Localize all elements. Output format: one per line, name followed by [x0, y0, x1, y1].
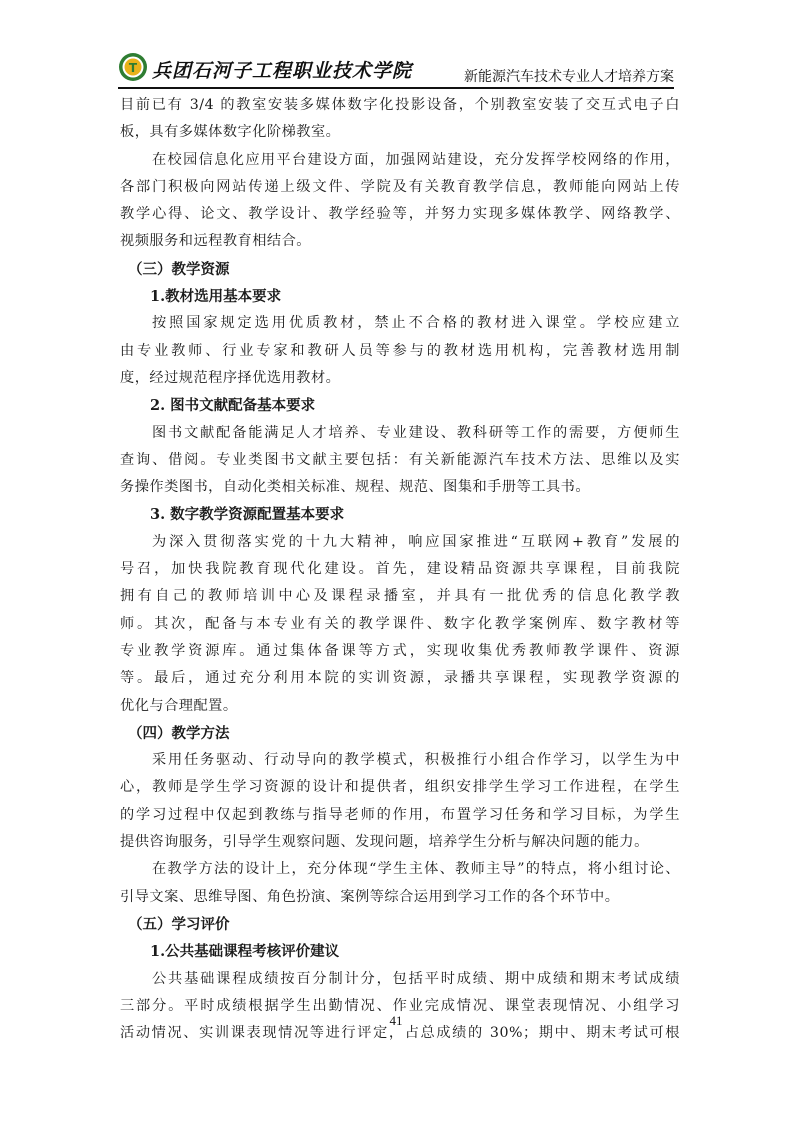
school-logo-icon	[118, 52, 148, 82]
text-line: 公共基础课程成绩按百分制计分，包括平时成绩、期中成绩和期末考试成绩	[152, 970, 680, 987]
text-line: 三部分。平时成绩根据学生出勤情况、作业完成情况、课堂表现情况、小组学习	[120, 997, 680, 1014]
text-line: 采用任务驱动、行动导向的教学模式，积极推行小组合作学习，以学生为中	[152, 752, 680, 769]
page-header	[118, 46, 674, 90]
text-line: 度，经过规范程序择优选用教材。	[120, 369, 341, 386]
paragraph-public-course-evaluation	[120, 966, 680, 1048]
document-title: 新能源汽车技术专业人才培养方案	[464, 69, 674, 85]
page-number: 41	[389, 1013, 403, 1028]
text-line: 板，具有多媒体数字化阶梯教室。	[120, 124, 341, 141]
page-content	[120, 92, 680, 1047]
paragraph-textbook-selection	[120, 310, 680, 392]
text-line: 专业教学资源库。通过集体备课等方式，实现收集优秀教师教学课件、资源	[120, 642, 680, 659]
section-heading-learning-evaluation: （五）学习评价	[128, 915, 230, 933]
text-line: 提供咨询服务，引导学生观察问题、发现问题，培养学生分析与解决问题的能力。	[120, 834, 649, 851]
text-line: 号召，加快我院教育现代化建设。首先，建设精品资源共享课程，目前我院	[120, 561, 680, 578]
text-line: 图书文献配备能满足人才培养、专业建设、教科研等工作的需要，方便师生	[152, 424, 680, 441]
subsection-heading-library-resources: 2. 图书文献配备基本要求	[150, 397, 316, 415]
text-line: 等。最后，通过充分利用本院的实训资源，录播共享课程，实现教学资源的	[120, 670, 680, 687]
text-line: 的学习过程中仅起到教练与指导老师的作用，布置学习任务和学习目标，为学生	[120, 806, 680, 823]
text-line: 在教学方法的设计上，充分体现“学生主体、教师主导”的特点，将小组讨论、	[152, 861, 680, 878]
subsection-heading-textbook-selection: 1.教材选用基本要求	[150, 288, 282, 306]
paragraph-classroom-equipment	[120, 92, 680, 147]
text-line: 优化与合理配置。	[120, 697, 238, 714]
text-line: 目前已有 3/4 的教室安装多媒体数字化投影设备，个别教室安装了交互式电子白	[120, 97, 680, 113]
school-name: 兵团石河子工程职业技术学院	[152, 60, 413, 82]
paragraph-method-design	[120, 856, 680, 911]
text-line: 查询、借阅。专业类图书文献主要包括：有关新能源汽车技术方法、思维以及实	[120, 451, 680, 468]
section-heading-teaching-resources: （三）教学资源	[128, 260, 230, 278]
subsection-heading-public-course-evaluation: 1.公共基础课程考核评价建议	[150, 943, 340, 961]
text-line: 按照国家规定选用优质教材，禁止不合格的教材进入课堂。学校应建立	[152, 315, 680, 332]
paragraph-campus-informatization	[120, 147, 680, 256]
text-line: 为深入贯彻落实党的十九大精神，响应国家推进“互联网+教育”发展的	[152, 533, 680, 550]
text-line: 拥有自己的教师培训中心及课程录播室，并具有一批优秀的信息化教学教	[120, 588, 680, 605]
logo-letter: T	[128, 61, 138, 75]
text-line: 由专业教师、行业专家和教研人员等参与的教材选用机构，完善教材选用制	[120, 342, 680, 359]
paragraph-library-resources	[120, 420, 680, 502]
text-line: 教学心得、论文、教学设计、教学经验等，并努力实现多媒体教学、网络教学、	[120, 206, 680, 223]
text-line: 引导文案、思维导图、角色扮演、案例等综合运用到学习工作的各个环节中。	[120, 888, 620, 905]
text-line: 视频服务和远程教育相结合。	[120, 233, 311, 250]
header-divider	[118, 87, 674, 89]
text-line: 心，教师是学生学习资源的设计和提供者，组织安排学生学习工作进程，在学生	[120, 779, 680, 796]
text-line: 务操作类图书，自动化类相关标准、规程、规范、图集和手册等工具书。	[120, 479, 591, 496]
subsection-heading-digital-resources: 3. 数字教学资源配置基本要求	[150, 506, 345, 524]
text-line: 活动情况、实训课表现情况等进行评定，占总成绩的 30%；期中、期末考试可根	[120, 1025, 680, 1042]
paragraph-digital-resources	[120, 529, 680, 720]
section-heading-teaching-methods: （四）教学方法	[128, 724, 230, 742]
text-line: 在校园信息化应用平台建设方面，加强网站建设，充分发挥学校网络的作用，	[152, 151, 680, 168]
text-line: 各部门积极向网站传递上级文件、学院及有关教育教学信息，教师能向网站上传	[120, 178, 680, 195]
text-line: 师。其次，配备与本专业有关的教学课件、数字化教学案例库、数字教材等	[120, 615, 680, 632]
paragraph-teaching-model	[120, 747, 680, 856]
